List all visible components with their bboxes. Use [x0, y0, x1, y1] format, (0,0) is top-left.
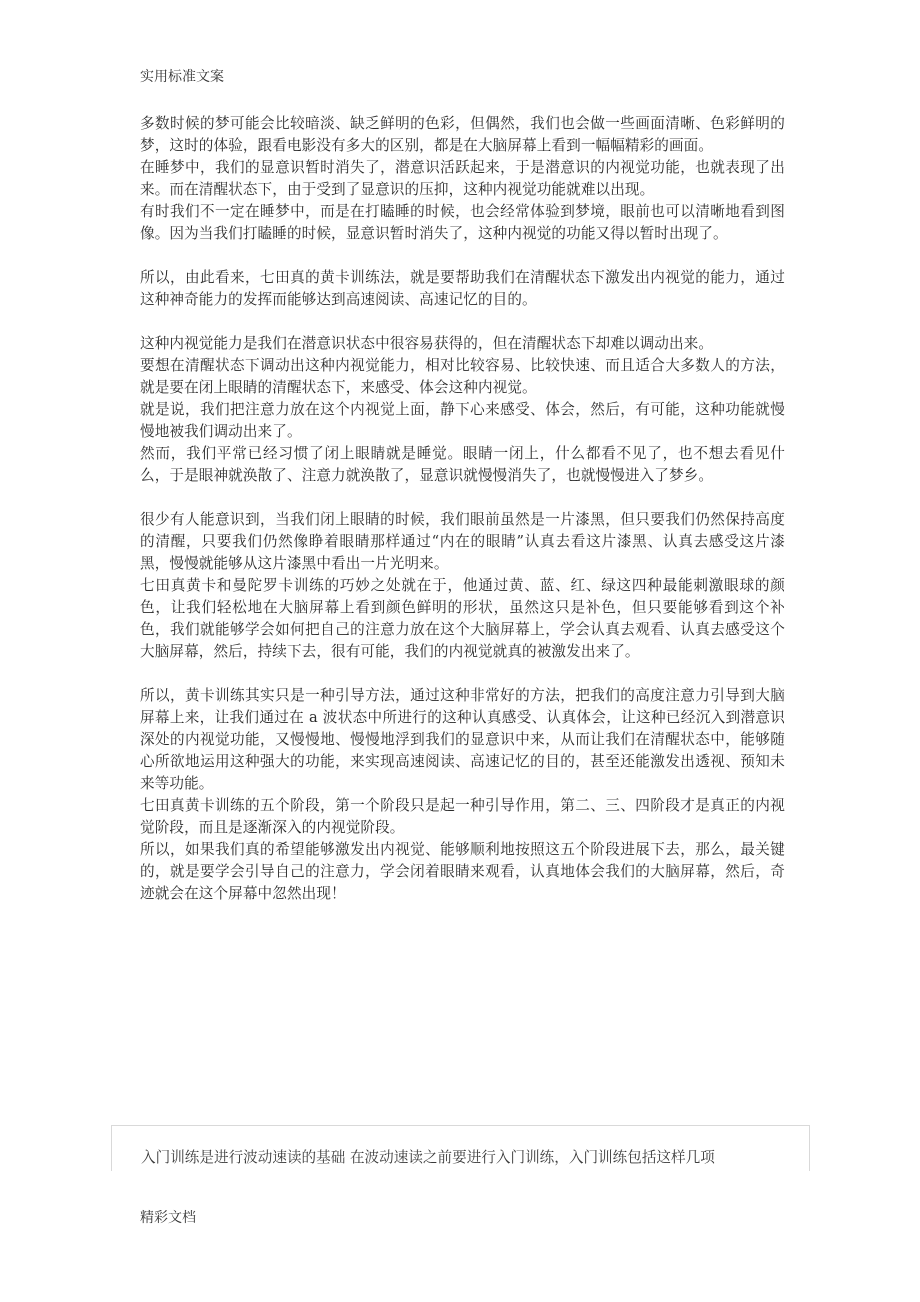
paragraph: 七田真黄卡训练的五个阶段，第一个阶段只是起一种引导作用，第二、三、四阶段才是真正的内视觉阶段，而且是逐渐深入的内视觉阶段。	[140, 797, 785, 836]
paragraph: 很少有人能意识到，当我们闭上眼睛的时候，我们眼前虽然是一片漆黑，但只要我们仍然保持高度的清醒，只要我们仍然像睁着眼睛那样通过“内在的眼睛”认真去看这片漆黑、认真去感受这片漆黑，慢慢就能够从这片漆黑中看出一片光明来。	[140, 511, 785, 572]
paragraph: 多数时候的梦可能会比较暗淡、缺乏鲜明的色彩，但偶然，我们也会做一些画面清晰、色彩鲜明的梦，这时的体验，跟看电影没有多大的区别，都是在大脑屏幕上看到一幅幅精彩的画面。	[140, 115, 785, 154]
page-header: 实用标准文案	[140, 69, 224, 85]
page-footer: 精彩文档	[140, 1210, 196, 1226]
paragraph: 七田真黄卡和曼陀罗卡训练的巧妙之处就在于，他通过黄、蓝、红、绿这四种最能刺激眼球的颜色，让我们轻松地在大脑屏幕上看到颜色鲜明的形状，虽然这只是补色，但只要能够看到这个补色，我们就能够学会如何把自己的注意力放在这个大脑屏幕上，学会认真去观看、认真去感受这个大脑屏幕，然后，持续下去，很有可能，我们的内视觉就真的被激发出来了。	[140, 577, 785, 660]
paragraph: 所以，黄卡训练其实只是一种引导方法，通过这种非常好的方法，把我们的高度注意力引导到大脑屏幕上来，让我们通过在 a 波状态中所进行的这种认真感受、认真体会，让这种已经沉入到潜意识深处的内视觉功能，又慢慢地、慢慢地浮到我们的显意识中来，从而让我们在清醒状态中，能够随心所欲地运用这种强大的功能，来实现高速阅读、高速记忆的目的，甚至还能激发出透视、预知未来等功能。	[140, 687, 785, 792]
paragraph: 在睡梦中，我们的显意识暂时消失了，潜意识活跃起来，于是潜意识的内视觉功能，也就表现了出来。而在清醒状态下，由于受到了显意识的压抑，这种内视觉功能就难以出现。	[140, 159, 785, 198]
paragraph: 要想在清醒状态下调动出这种内视觉能力，相对比较容易、比较快速、而且适合大多数人的方法，就是要在闭上眼睛的清醒状态下，来感受、体会这种内视觉。	[140, 357, 785, 396]
paragraph: 然而，我们平常已经习惯了闭上眼睛就是睡觉。眼睛一闭上，什么都看不见了，也不想去看见什么，于是眼神就涣散了、注意力就涣散了，显意识就慢慢消失了，也就慢慢进入了梦乡。	[140, 445, 785, 484]
paragraph: 这种内视觉能力是我们在潜意识状态中很容易获得的，但在清醒状态下却难以调动出来。	[140, 335, 714, 352]
paragraph: 所以，如果我们真的希望能够激发出内视觉、能够顺利地按照这五个阶段进展下去，那么，最关键的，就是要学会引导自己的注意力，学会闭着眼睛来观看，认真地体会我们的大脑屏幕，然后，奇迹就会在这个屏幕中忽然出现！	[140, 841, 785, 902]
paragraph: 就是说，我们把注意力放在这个内视觉上面，静下心来感受、体会，然后，有可能，这种功能就慢慢地被我们调动出来了。	[140, 401, 785, 440]
text-box-content: 入门训练是进行波动速读的基础 在波动速读之前要进行入门训练，入门训练包括这样几项	[141, 1149, 715, 1166]
document-body	[140, 113, 785, 905]
paragraph: 有时我们不一定在睡梦中，而是在打瞌睡的时候，也会经常体验到梦境，眼前也可以清晰地看到图像。因为当我们打瞌睡的时候，显意识暂时消失了，这种内视觉的功能又得以暂时出现了。	[140, 203, 785, 242]
text-box	[111, 1125, 810, 1171]
paragraph: 所以，由此看来，七田真的黄卡训练法，就是要帮助我们在清醒状态下激发出内视觉的能力，通过这种神奇能力的发挥而能够达到高速阅读、高速记忆的目的。	[140, 269, 785, 308]
